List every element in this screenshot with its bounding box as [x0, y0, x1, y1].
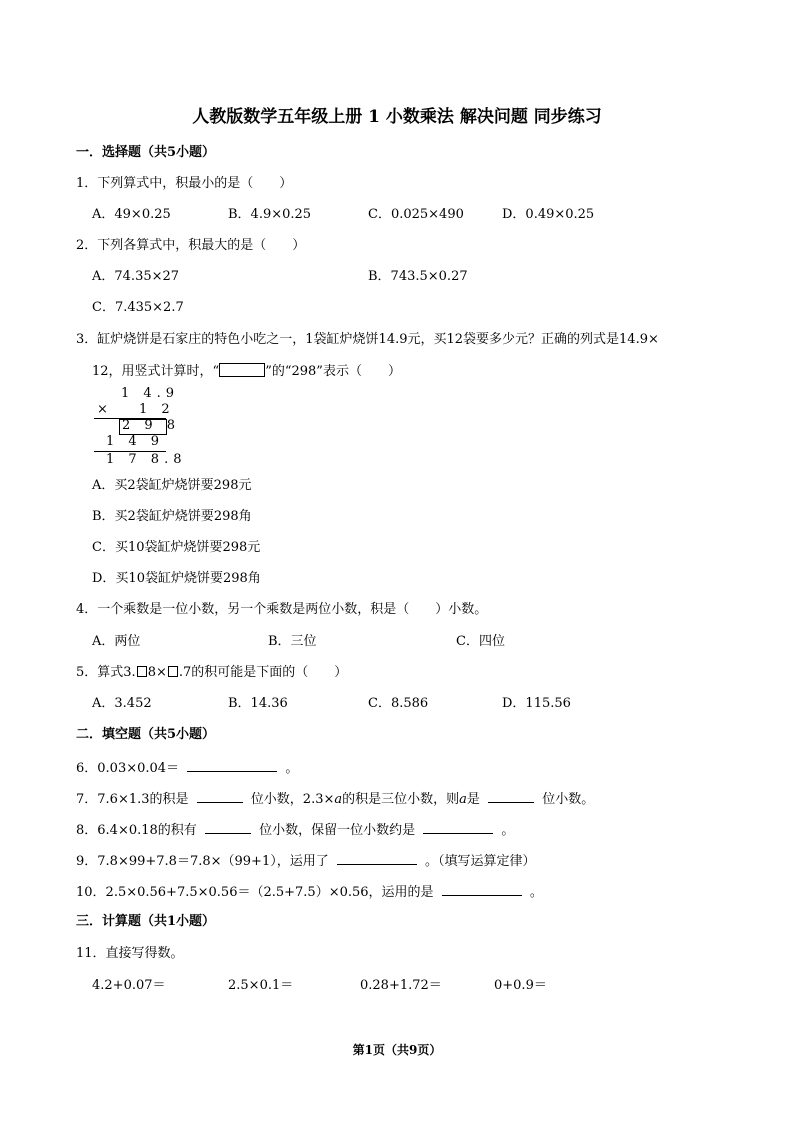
q9-pre: 9．7.8×99+7.8＝7.8×（99+1），运用了 — [76, 854, 329, 869]
page-title: 人教版数学五年级上册 1 小数乘法 解决问题 同步练习 — [192, 107, 602, 127]
q6-pre: 6．0.03×0.04＝ — [76, 761, 180, 776]
section-heading-calc: 三．计算题（共1小题） — [76, 914, 216, 929]
question-11-stem: 11．直接写得数。 — [76, 946, 184, 961]
q5-stem-pre: 5．算式3. — [76, 665, 136, 680]
q7-variable-a: a — [334, 792, 343, 807]
q5-option-c: C．8.586 — [368, 696, 429, 711]
section-heading-fill: 二．填空题（共5小题） — [76, 727, 216, 742]
q8-answer-blank-2[interactable] — [423, 821, 493, 834]
vertical-row-result: 1 7 8.8 — [106, 452, 187, 467]
q7-answer-blank-1[interactable] — [197, 790, 243, 803]
question-10 — [76, 883, 543, 901]
q9-post: 。（填写运算定律） — [425, 854, 536, 869]
q5-stem-mid: 8× — [147, 665, 167, 680]
q5-option-a: A．3.452 — [92, 696, 152, 711]
q5-option-b: B．14.36 — [228, 696, 288, 711]
q2-option-c: C．7.435×2.7 — [92, 300, 184, 315]
q10-pre: 10．2.5×0.56+7.5×0.56＝（2.5+7.5）×0.56，运用的是 — [76, 885, 434, 900]
q7-mid2: 的积是三位小数，则 — [342, 792, 460, 807]
q8-post: 。 — [501, 823, 515, 838]
q3-line2-pre: 12，用竖式计算时，“ — [92, 364, 220, 379]
q4-option-a: A．两位 — [92, 634, 141, 649]
q3-inline-box — [219, 363, 265, 377]
q7-mid3: 是 — [466, 792, 480, 807]
q7-mid1: 位小数，2.3× — [250, 792, 335, 807]
q5-option-d: D．115.56 — [502, 696, 571, 711]
q3-option-d: D．买10袋缸炉烧饼要298角 — [92, 571, 261, 586]
section-heading-choice: 一．选择题（共5小题） — [76, 145, 216, 160]
q8-answer-blank-1[interactable] — [205, 821, 251, 834]
question-7 — [76, 790, 594, 808]
page-footer: 第1页（共9页） — [352, 1043, 442, 1057]
question-5-stem — [76, 665, 347, 681]
vertical-row-multiplicand: 1 4.9 — [121, 386, 180, 401]
q8-pre: 8．6.4×0.18的积有 — [76, 823, 197, 838]
q5-digit-box-2 — [168, 666, 178, 677]
q11-item-2: 2.5×0.1＝ — [228, 978, 294, 993]
q10-answer-blank[interactable] — [442, 883, 522, 896]
q8-mid: 位小数，保留一位小数约是 — [259, 823, 416, 838]
q1-option-d: D．0.49×0.25 — [502, 207, 595, 222]
q3-option-a: A．买2袋缸炉烧饼要298元 — [92, 478, 252, 493]
q6-answer-blank[interactable] — [187, 759, 277, 772]
question-4-stem: 4．一个乘数是一位小数，另一个乘数是两位小数，积是（ ）小数。 — [76, 602, 488, 617]
q2-option-b: B．743.5×0.27 — [368, 269, 468, 284]
q11-item-4: 0+0.9＝ — [494, 978, 547, 993]
q10-post: 。 — [529, 885, 543, 900]
q1-option-b: B．4.9×0.25 — [228, 207, 312, 222]
q11-item-3: 0.28+1.72＝ — [360, 978, 442, 993]
q3-option-c: C．买10袋缸炉烧饼要298元 — [92, 540, 261, 555]
q5-stem-post: .7的积可能是下面的（ ） — [178, 665, 348, 680]
vertical-times-sign: × — [97, 402, 113, 417]
question-8 — [76, 821, 514, 839]
q1-option-c: C．0.025×490 — [368, 207, 464, 222]
q11-item-1: 4.2+0.07＝ — [92, 978, 166, 993]
q4-option-c: C．四位 — [456, 634, 505, 649]
q7-variable-a-2: a — [459, 792, 467, 807]
q2-option-a: A．74.35×27 — [92, 269, 180, 284]
q9-answer-blank[interactable] — [337, 852, 417, 865]
question-2-stem: 2．下列各算式中，积最大的是（ ） — [76, 238, 306, 253]
question-9 — [76, 852, 536, 870]
question-3-stem-line2 — [92, 363, 401, 380]
q1-option-a: A．49×0.25 — [92, 207, 171, 222]
question-3-stem-line1: 3．缸炉烧饼是石家庄的特色小吃之一，1袋缸炉烧饼14.9元，买12袋要多少元？正确的列式是14.9× — [76, 332, 659, 347]
q7-answer-blank-2[interactable] — [488, 790, 534, 803]
vertical-row-partial-2: 1 4 9 — [106, 434, 165, 449]
q7-post: 位小数。 — [542, 792, 595, 807]
q5-digit-box-1 — [137, 666, 147, 677]
q3-option-b: B．买2袋缸炉烧饼要298角 — [92, 509, 252, 524]
vertical-row-partial-1: 2 9 8 — [122, 418, 181, 433]
q6-post: 。 — [285, 761, 299, 776]
vertical-row-multiplier: 1 2 — [139, 402, 175, 417]
q3-line2-post: ”的“298”表示（ ） — [265, 364, 401, 379]
q4-option-b: B．三位 — [268, 634, 317, 649]
q7-pre: 7．7.6×1.3的积是 — [76, 792, 189, 807]
question-6 — [76, 759, 298, 777]
question-1-stem: 1．下列算式中，积最小的是（ ） — [76, 176, 293, 191]
